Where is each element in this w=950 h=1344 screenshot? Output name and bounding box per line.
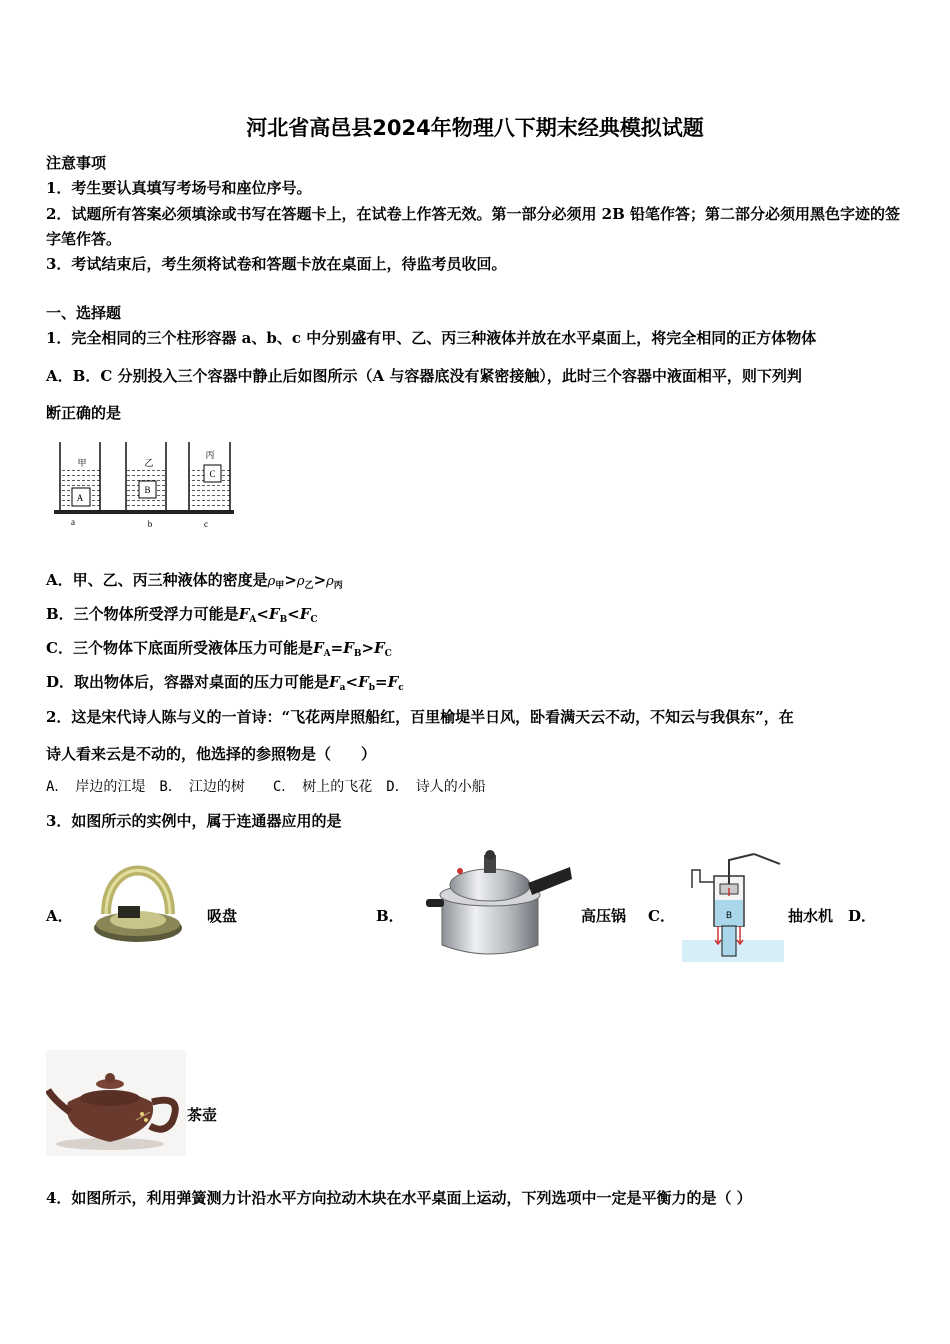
page-title: 河北省高邑县2024年物理八下期末经典模拟试题 [246,116,704,140]
q3-option-a-label: A． [46,907,73,925]
block-b-label: B [144,485,151,495]
container-c-label: c [204,519,208,529]
q1-stem-line-3: 断正确的是 [46,404,122,422]
liquid-bing-label: 丙 [205,451,215,461]
pressure-cooker-image [420,845,575,960]
notice-item-3: 3．考试结束后，考生须将试卷和答题卡放在桌面上，待监考员收回。 [46,255,507,273]
q1-option-c: C．三个物体下底面所受液体压力可能是$F_A=F_B>F_C$ [46,639,392,659]
notice-item-2: 2．试题所有答案必须填涂或书写在答题卡上，在试卷上作答无效。第一部分必须用 2B 铅笔作答；第二部分必须用黑色字迹的签字笔作答。 [46,205,901,248]
q3-option-b-text: 高压锅 [581,907,627,925]
q3-option-b-label: B． [376,907,404,925]
q1-stem-line-2: A．B．C 分别投入三个容器中静止后如图所示（A 与容器底没有紧密接触），此时三个容器中液面相平，则下列判 [46,367,802,385]
notice-item-1: 1．考生要认真填写考场号和座位序号。 [46,179,312,197]
q3-option-c-text: 抽水机 [788,907,834,925]
q3-option-a-text: 吸盘 [207,907,238,925]
q1-option-b: B．三个物体所受浮力可能是$F_A<F_B<F_C$ [46,605,318,625]
container-b-label: b [147,519,153,529]
q3-option-c-label: C． [648,907,675,925]
q3-stem: 3．如图所示的实例中，属于连通器应用的是 [46,812,342,830]
block-c-label: C [209,469,216,479]
section-heading: 一、选择题 [46,304,122,322]
q1-stem-line-1: 1．完全相同的三个柱形容器 a、b、c 中分别盛有甲、乙、丙三种液体并放在水平桌面上，将完全相同的正方体物体 [46,329,817,347]
q2-options: A． 岸边的江堤 B． 江边的树 C． 树上的飞花 D． 诗人的小船 [46,779,486,795]
q1-option-a: A．甲、乙、丙三种液体的密度是$\rho_甲>\rho_乙>\rho_丙$ [46,571,343,591]
suction-cup-image [88,848,198,948]
liquid-yi-label: 乙 [144,459,154,469]
q3-option-d-text: 茶壶 [187,1106,218,1124]
q1-option-d: D．取出物体后，容器对桌面的压力可能是$F_a<F_b=F_c$ [46,673,404,693]
container-a-label: a [71,517,75,527]
q1-containers-figure [52,438,236,530]
liquid-jia-label: 甲 [77,459,87,469]
q3-option-d-label: D． [848,907,877,925]
table-surface [54,510,234,514]
q4-stem: 4．如图所示，利用弹簧测力计沿水平方向拉动木块在水平桌面上运动，下列选项中一定是平衡力的是（ ） [46,1189,752,1207]
block-a-label: A [76,493,84,503]
q2-stem-line-1: 2．这是宋代诗人陈与义的一首诗：“飞花两岸照船红，百里榆堤半日风，卧看满天云不动，不知云与我俱东”，在 [46,708,794,726]
q2-stem-line-2: 诗人看来云是不动的，他选择的参照物是（ ） [46,745,377,763]
notice-heading: 注意事项 [46,154,107,172]
water-pump-image [682,848,784,962]
pump-valve-label: B [725,910,733,920]
teapot-image [46,1050,186,1156]
